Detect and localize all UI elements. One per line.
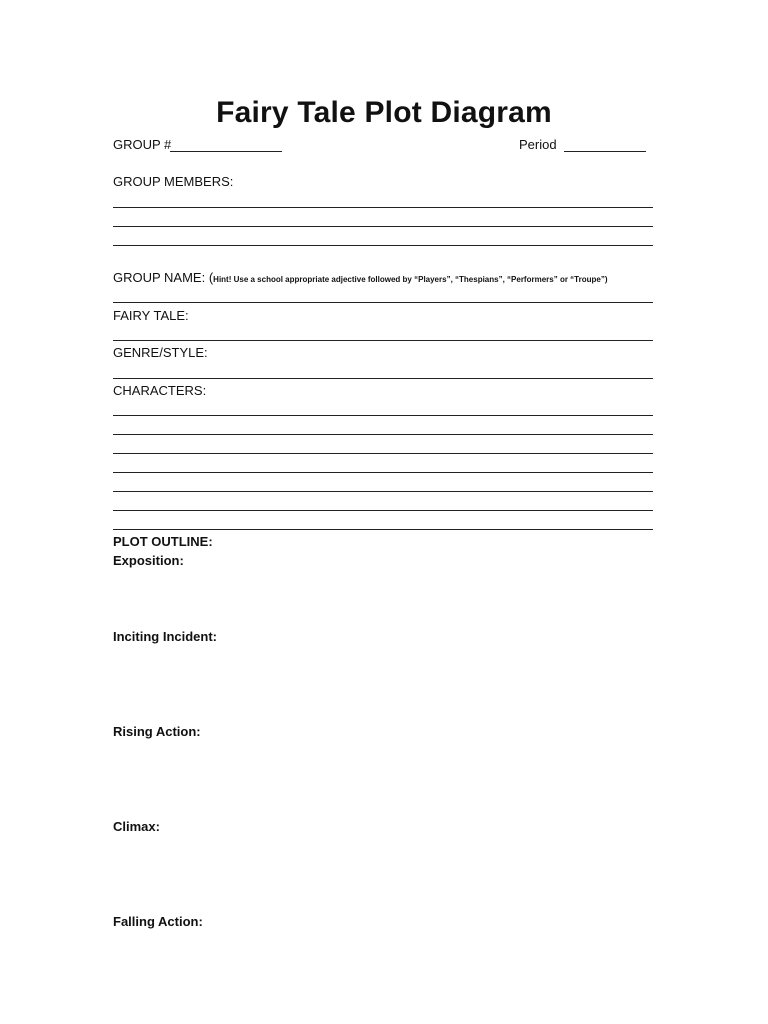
characters-label: CHARACTERS: (113, 383, 207, 398)
inciting-incident-label: Inciting Incident: (113, 629, 217, 644)
group-members-line[interactable] (113, 207, 653, 208)
period-label: Period (519, 137, 557, 152)
characters-line[interactable] (113, 434, 653, 435)
climax-label: Climax: (113, 819, 160, 834)
group-name-label-text: GROUP NAME: ( (113, 270, 214, 285)
page-title: Fairy Tale Plot Diagram (216, 96, 552, 129)
group-members-label: GROUP MEMBERS: (113, 174, 234, 189)
plot-outline-label: PLOT OUTLINE: (113, 534, 213, 549)
characters-line[interactable] (113, 529, 653, 530)
characters-line[interactable] (113, 472, 653, 473)
group-name-line[interactable] (113, 302, 653, 303)
fairy-tale-label: FAIRY TALE: (113, 308, 189, 323)
fairy-tale-line[interactable] (113, 340, 653, 341)
rising-action-label: Rising Action: (113, 724, 201, 739)
characters-line[interactable] (113, 415, 653, 416)
group-number-blank[interactable] (170, 151, 282, 152)
exposition-label: Exposition: (113, 553, 184, 568)
period-blank[interactable] (564, 151, 646, 152)
group-name-hint: Hint! Use a school appropriate adjective followed by “Players”, “Thespians”, “Performers” or “Troupe”) (213, 275, 608, 284)
characters-line[interactable] (113, 510, 653, 511)
falling-action-label: Falling Action: (113, 914, 203, 929)
genre-style-label: GENRE/STYLE: (113, 345, 208, 360)
group-number-label: GROUP # (113, 137, 172, 152)
group-members-line[interactable] (113, 245, 653, 246)
group-name-label (113, 270, 608, 285)
genre-style-line[interactable] (113, 378, 653, 379)
group-members-line[interactable] (113, 226, 653, 227)
characters-line[interactable] (113, 453, 653, 454)
characters-line[interactable] (113, 491, 653, 492)
